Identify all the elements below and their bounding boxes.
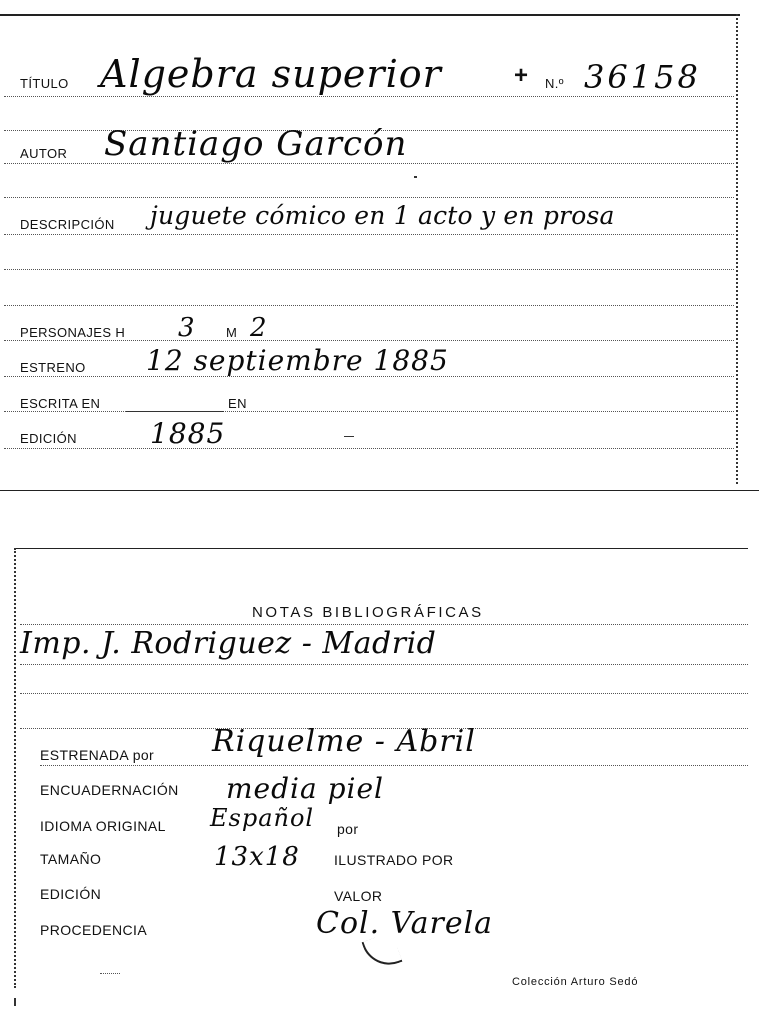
edicion-bottom-label: EDICIÓN bbox=[40, 886, 102, 902]
numero-label: N.º bbox=[545, 76, 564, 91]
personajes-m-label: M bbox=[226, 325, 238, 340]
rule-line bbox=[4, 197, 734, 198]
tamano-value: 13x18 bbox=[214, 842, 300, 872]
collection-credit: Colección Arturo Sedó bbox=[512, 976, 639, 988]
personajes-h-value: 3 bbox=[178, 313, 196, 343]
idioma-value: Español bbox=[210, 804, 315, 832]
rule-line bbox=[20, 693, 748, 694]
edicion-label: EDICIÓN bbox=[20, 431, 77, 446]
procedencia-value: Col. Varela bbox=[316, 906, 494, 941]
rule-line bbox=[100, 973, 120, 974]
card-right-edge bbox=[736, 14, 738, 484]
titulo-label: TÍTULO bbox=[20, 76, 69, 91]
card-top-edge bbox=[14, 548, 748, 549]
numero-value: 36158 bbox=[584, 58, 701, 96]
rule-line bbox=[20, 664, 748, 665]
tamano-label: TAMAÑO bbox=[40, 851, 102, 867]
por-label: por bbox=[337, 821, 359, 837]
autor-label: AUTOR bbox=[20, 146, 68, 161]
ink-speck bbox=[344, 436, 354, 437]
estreno-value: 12 septiembre 1885 bbox=[146, 344, 449, 377]
estrenada-value: Riquelme - Abril bbox=[212, 724, 476, 759]
ink-speck bbox=[414, 176, 417, 178]
catalog-card-bottom bbox=[0, 540, 759, 1028]
procedencia-label: PROCEDENCIA bbox=[40, 922, 148, 938]
estreno-label: ESTRENO bbox=[20, 360, 86, 375]
personajes-h-label: PERSONAJES H bbox=[20, 325, 126, 340]
rule-line bbox=[4, 411, 734, 412]
titulo-value: Algebra superior bbox=[100, 52, 442, 96]
valor-label: VALOR bbox=[334, 888, 383, 904]
rule-line bbox=[4, 305, 734, 306]
catalog-card-top bbox=[0, 0, 759, 492]
encuadernacion-label: ENCUADERNACIÓN bbox=[40, 782, 179, 798]
card-left-edge bbox=[14, 548, 16, 988]
estrenada-label: ESTRENADA por bbox=[40, 747, 155, 763]
rule-line bbox=[4, 340, 734, 341]
descripcion-label: DESCRIPCIÓN bbox=[20, 217, 115, 232]
escrita-label: ESCRITA EN bbox=[20, 396, 101, 411]
escrita-underline bbox=[126, 411, 224, 412]
ilustrado-label: ILUSTRADO POR bbox=[334, 852, 454, 868]
autor-value: Santiago Garcón bbox=[104, 124, 408, 164]
notas-value: Imp. J. Rodriguez - Madrid bbox=[20, 626, 437, 661]
card-top-edge bbox=[0, 14, 740, 16]
rule-line bbox=[4, 448, 734, 449]
rule-line bbox=[4, 269, 734, 270]
rule-line bbox=[20, 624, 748, 625]
idioma-label: IDIOMA ORIGINAL bbox=[40, 818, 166, 834]
ink-speck bbox=[14, 998, 16, 1006]
encuadernacion-value: media piel bbox=[226, 772, 384, 805]
card-bottom-edge bbox=[0, 490, 759, 491]
rule-line bbox=[4, 234, 734, 235]
personajes-m-value: 2 bbox=[250, 313, 268, 343]
edicion-value: 1885 bbox=[150, 417, 226, 450]
rule-line bbox=[4, 96, 734, 97]
escrita-en-label: EN bbox=[228, 396, 247, 411]
plus-mark: + bbox=[514, 62, 529, 89]
descripcion-value: juguete cómico en 1 acto y en prosa bbox=[150, 201, 615, 230]
rule-line bbox=[40, 765, 748, 766]
notas-title: NOTAS BIBLIOGRÁFICAS bbox=[252, 604, 484, 621]
